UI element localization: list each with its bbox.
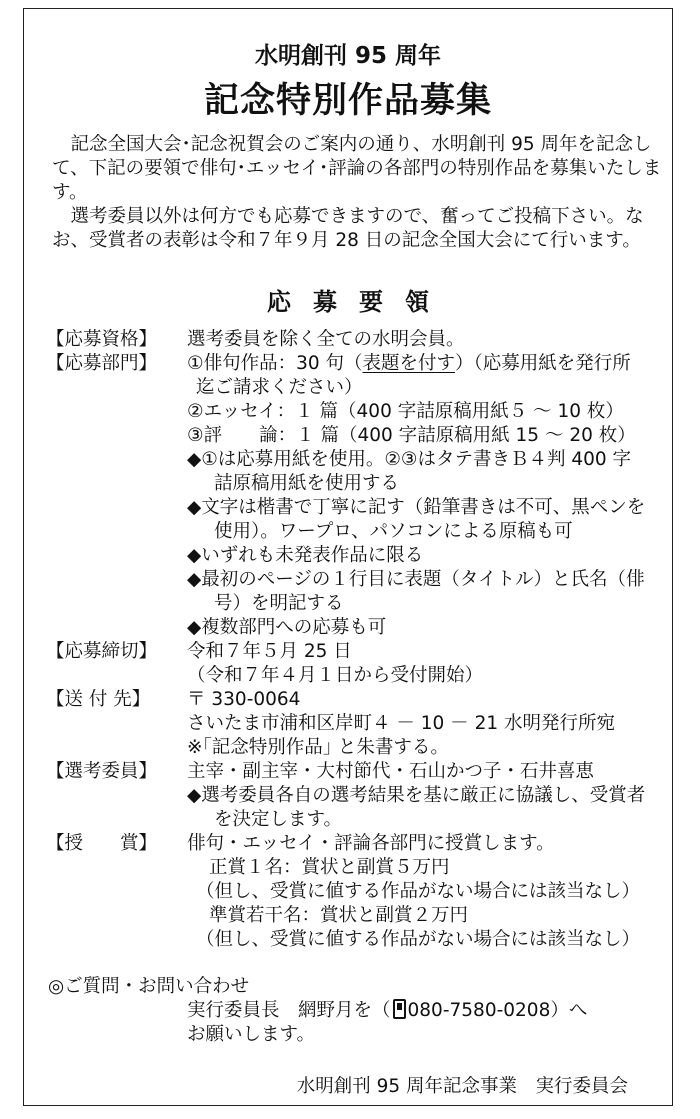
category-note-2b: 使用）。ワープロ、パソコンによる原稿も可 [214,521,573,542]
category-note-1a: ◆①は応募用紙を使用。②③はタテ書きＢ４判 400 字 [187,449,632,470]
awards-second-note: （但し、受賞に値する作品がない場合には該当なし） [196,929,641,950]
contact-person: 実行委員長 網野月を（ [187,1000,391,1021]
category-item-1-cont: 迄ご請求ください） [196,377,363,398]
eligibility-label: 【応募資格】 [46,329,158,350]
awards-second-prize: 準賞若干名：賞状と副賞２万円 [209,905,469,926]
awards-intro: 俳句・エッセイ・評論各部門に授賞します。 [187,833,555,854]
intro-paragraph-1: 記念全国大会･記念祝賀会のご案内の通り、水明創刊 95 周年を記念して、下記の要領で俳句･エッセイ･評論の各部門の特別作品を募集いたします。 [52,134,662,203]
section-heading: 応募要領 [267,288,451,316]
category-note-4a: ◆最初のページの１行目に表題（タイトル）と氏名（俳 [187,569,645,590]
subtitle: 水明創刊 95 周年 [254,43,442,69]
category-item-1-post: ）（応募用紙を発行所 [455,353,631,374]
category-item-1-pre: ①俳句作品：30 句（ [187,353,363,374]
address-note: ※｢記念特別作品｣ と朱書する。 [187,737,449,758]
judges-label: 【選考委員】 [46,761,158,782]
category-note-2a: ◆文字は楷書で丁寧に記す（鉛筆書きは不可、黒ペンを [187,497,646,518]
awards-label: 【授 賞】 [46,833,158,854]
judges-note-a: ◆選考委員各自の選考結果を基に厳正に協議し、受賞者 [187,785,646,806]
contact-line-2: お願いします。 [187,1024,316,1045]
contact-phone[interactable]: 080-7580-0208 [407,1000,551,1021]
category-note-5: ◆複数部門への応募も可 [187,617,387,638]
judges-names: 主宰・副主宰・大村節代・石山かつ子・石井喜恵 [187,761,595,782]
contact-line-1-post: ）へ [550,1000,588,1021]
deadline-date: 令和７年５月 25 日 [187,641,352,662]
awards-first-note: （但し、受賞に値する作品がない場合には該当なし） [196,881,641,902]
eligibility-text: 選考委員を除く全ての水明会員。 [187,329,465,350]
page-title: 記念特別作品募集 [203,81,492,121]
contact-line-1 [187,999,587,1023]
mobile-phone-icon [393,999,406,1019]
category-note-1b: 詰原稿用紙を使用する [214,473,400,494]
category-item-1-underline: 表題を付す [362,353,456,374]
category-note-3: ◆いずれも未発表作品に限る [187,545,424,566]
footer-organizer: 水明創刊 95 周年記念事業 実行委員会 [296,1076,628,1097]
category-item-2: ②エッセイ：１ 篇（400 字詰原稿用紙５ ～ 10 枚） [187,401,624,422]
address-label: 【送 付 先】 [46,689,151,710]
intro-paragraph-2: 選考委員以外は何方でも応募できますので、奮ってご投稿下さい。なお、受賞者の表彰は令和７年９月 28 日の記念全国大会にて行います。 [52,206,644,251]
deadline-start: （令和７年４月１日から受付開始） [187,665,484,686]
page-frame [23,8,673,1106]
address-postal: 〒 330-0064 [187,689,301,710]
judges-note-b: を決定します。 [214,809,343,830]
category-note-4b: 号）を明記する [214,593,344,614]
categories-label: 【応募部門】 [46,353,158,374]
address-street: さいたま市浦和区岸町４ － 10 － 21 水明発行所宛 [187,713,615,734]
deadline-label: 【応募締切】 [46,641,158,662]
awards-first-prize: 正賞１名：賞状と副賞５万円 [209,857,450,878]
intro [52,133,666,253]
contact-heading: ◎ご質問・お問い合わせ [48,976,250,997]
category-item-3: ③評 論：１ 篇（400 字詰原稿用紙 15 ～ 20 枚） [187,425,636,446]
category-item-1 [187,352,631,376]
